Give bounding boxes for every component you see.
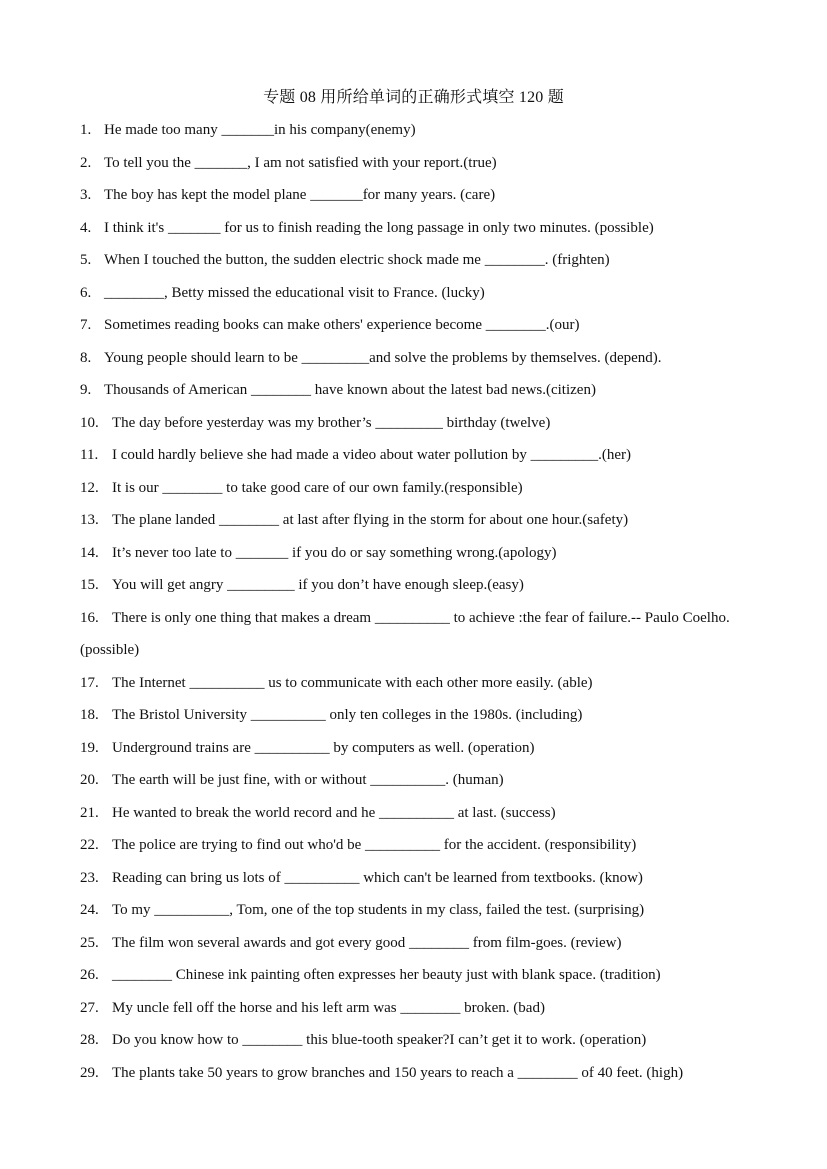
question-text: The Internet __________ us to communicate with each other more easily. (able): [112, 674, 593, 691]
question-number: 26.: [80, 967, 99, 983]
question-number: 28.: [80, 1032, 99, 1048]
question-number: 14.: [80, 544, 99, 561]
page-title: 专题 08 用所给单词的正确形式填空 120 题: [263, 89, 564, 106]
question-number: 10.: [80, 414, 99, 431]
question-item: [80, 797, 760, 830]
question-text: The boy has kept the model plane _______for many years. (care): [104, 187, 496, 203]
question-item: [80, 277, 760, 310]
question-number: 20.: [80, 772, 99, 788]
question-text: Do you know how to ________ this blue-tooth speaker?I can’t get it to work. (operation): [112, 1032, 647, 1048]
question-text: To tell you the _______, I am not satisfied with your report.(true): [104, 154, 497, 171]
question-number: 29.: [80, 1064, 99, 1081]
question-text: He wanted to break the world record and he __________ at last. (success): [112, 804, 556, 821]
question-text: The earth will be just fine, with or without __________. (human): [112, 772, 504, 788]
question-item: [80, 602, 760, 667]
question-text: To my __________, Tom, one of the top students in my class, failed the test. (surprising): [112, 902, 645, 918]
question-item: [80, 959, 760, 992]
question-text: It’s never too late to _______ if you do or say something wrong.(apology): [112, 544, 557, 561]
question-item: [80, 894, 760, 927]
question-text: Underground trains are __________ by computers as well. (operation): [112, 739, 535, 756]
question-number: 22.: [80, 837, 99, 853]
question-number: 4.: [80, 219, 92, 236]
question-number: 6.: [80, 284, 92, 301]
question-number: 24.: [80, 902, 99, 918]
question-number: 1.: [80, 122, 92, 138]
question-text: The day before yesterday was my brother’s _________ birthday (twelve): [112, 414, 551, 431]
question-text: I could hardly believe she had made a video about water pollution by _________.(her): [112, 447, 632, 463]
question-item: [80, 764, 760, 797]
question-item: [80, 212, 760, 245]
question-number: 8.: [80, 349, 92, 366]
question-text: My uncle fell off the horse and his left arm was ________ broken. (bad): [112, 999, 545, 1016]
question-list: [80, 114, 760, 1089]
question-text: Reading can bring us lots of __________ which can't be learned from textbooks. (know): [112, 869, 643, 886]
question-text: The plants take 50 years to grow branches and 150 years to reach a ________ of 40 feet. (high): [112, 1064, 684, 1081]
question-number: 9.: [80, 382, 92, 398]
question-item: [80, 147, 760, 180]
question-number: 3.: [80, 187, 92, 203]
question-text: There is only one thing that makes a dream __________ to achieve :the fear of failure.-- Paulo Coelho.(possible): [80, 609, 730, 658]
question-item: [80, 667, 760, 700]
question-item: [80, 1024, 760, 1057]
question-text: I think it's _______ for us to finish reading the long passage in only two minutes. (possible): [104, 219, 654, 236]
question-number: 23.: [80, 869, 99, 886]
question-number: 15.: [80, 577, 99, 593]
question-text: He made too many _______in his company(enemy): [104, 122, 416, 138]
question-text: It is our ________ to take good care of our own family.(responsible): [112, 479, 523, 496]
question-text: You will get angry _________ if you don’t have enough sleep.(easy): [112, 577, 524, 593]
question-text: The police are trying to find out who'd be __________ for the accident. (responsibility): [112, 837, 637, 853]
question-item: [80, 504, 760, 537]
question-item: [80, 829, 760, 862]
question-text: When I touched the button, the sudden electric shock made me ________. (frighten): [104, 252, 610, 268]
question-item: [80, 992, 760, 1025]
question-item: [80, 374, 760, 407]
question-number: 12.: [80, 479, 99, 496]
question-text: ________, Betty missed the educational visit to France. (lucky): [104, 284, 485, 301]
question-item: [80, 537, 760, 570]
question-item: [80, 244, 760, 277]
question-number: 18.: [80, 707, 99, 723]
question-text: Sometimes reading books can make others' experience become ________.(our): [104, 317, 580, 333]
question-text: Young people should learn to be _________and solve the problems by themselves. (depend).: [104, 349, 662, 366]
question-number: 25.: [80, 934, 99, 951]
question-text: The Bristol University __________ only ten colleges in the 1980s. (including): [112, 707, 583, 723]
question-number: 5.: [80, 252, 92, 268]
question-number: 21.: [80, 804, 99, 821]
question-text: Thousands of American ________ have known about the latest bad news.(citizen): [104, 382, 596, 398]
question-text: The plane landed ________ at last after flying in the storm for about one hour.(safety): [112, 512, 629, 528]
question-number: 16.: [80, 609, 99, 626]
question-text: ________ Chinese ink painting often expresses her beauty just with blank space. (tradition): [112, 967, 661, 983]
question-item: [80, 927, 760, 960]
question-item: [80, 342, 760, 375]
question-item: [80, 732, 760, 765]
question-item: [80, 439, 760, 472]
question-item: [80, 862, 760, 895]
question-item: [80, 699, 760, 732]
question-item: [80, 569, 760, 602]
question-number: 11.: [80, 447, 99, 463]
question-item: [80, 114, 760, 147]
question-number: 17.: [80, 674, 99, 691]
question-item: [80, 472, 760, 505]
question-number: 13.: [80, 512, 99, 528]
question-item: [80, 179, 760, 212]
question-number: 7.: [80, 317, 92, 333]
question-number: 2.: [80, 154, 92, 171]
question-number: 19.: [80, 739, 99, 756]
question-item: [80, 309, 760, 342]
question-number: 27.: [80, 999, 99, 1016]
question-item: [80, 1057, 760, 1090]
question-item: [80, 407, 760, 440]
question-text: The film won several awards and got every good ________ from film-goes. (review): [112, 934, 622, 951]
